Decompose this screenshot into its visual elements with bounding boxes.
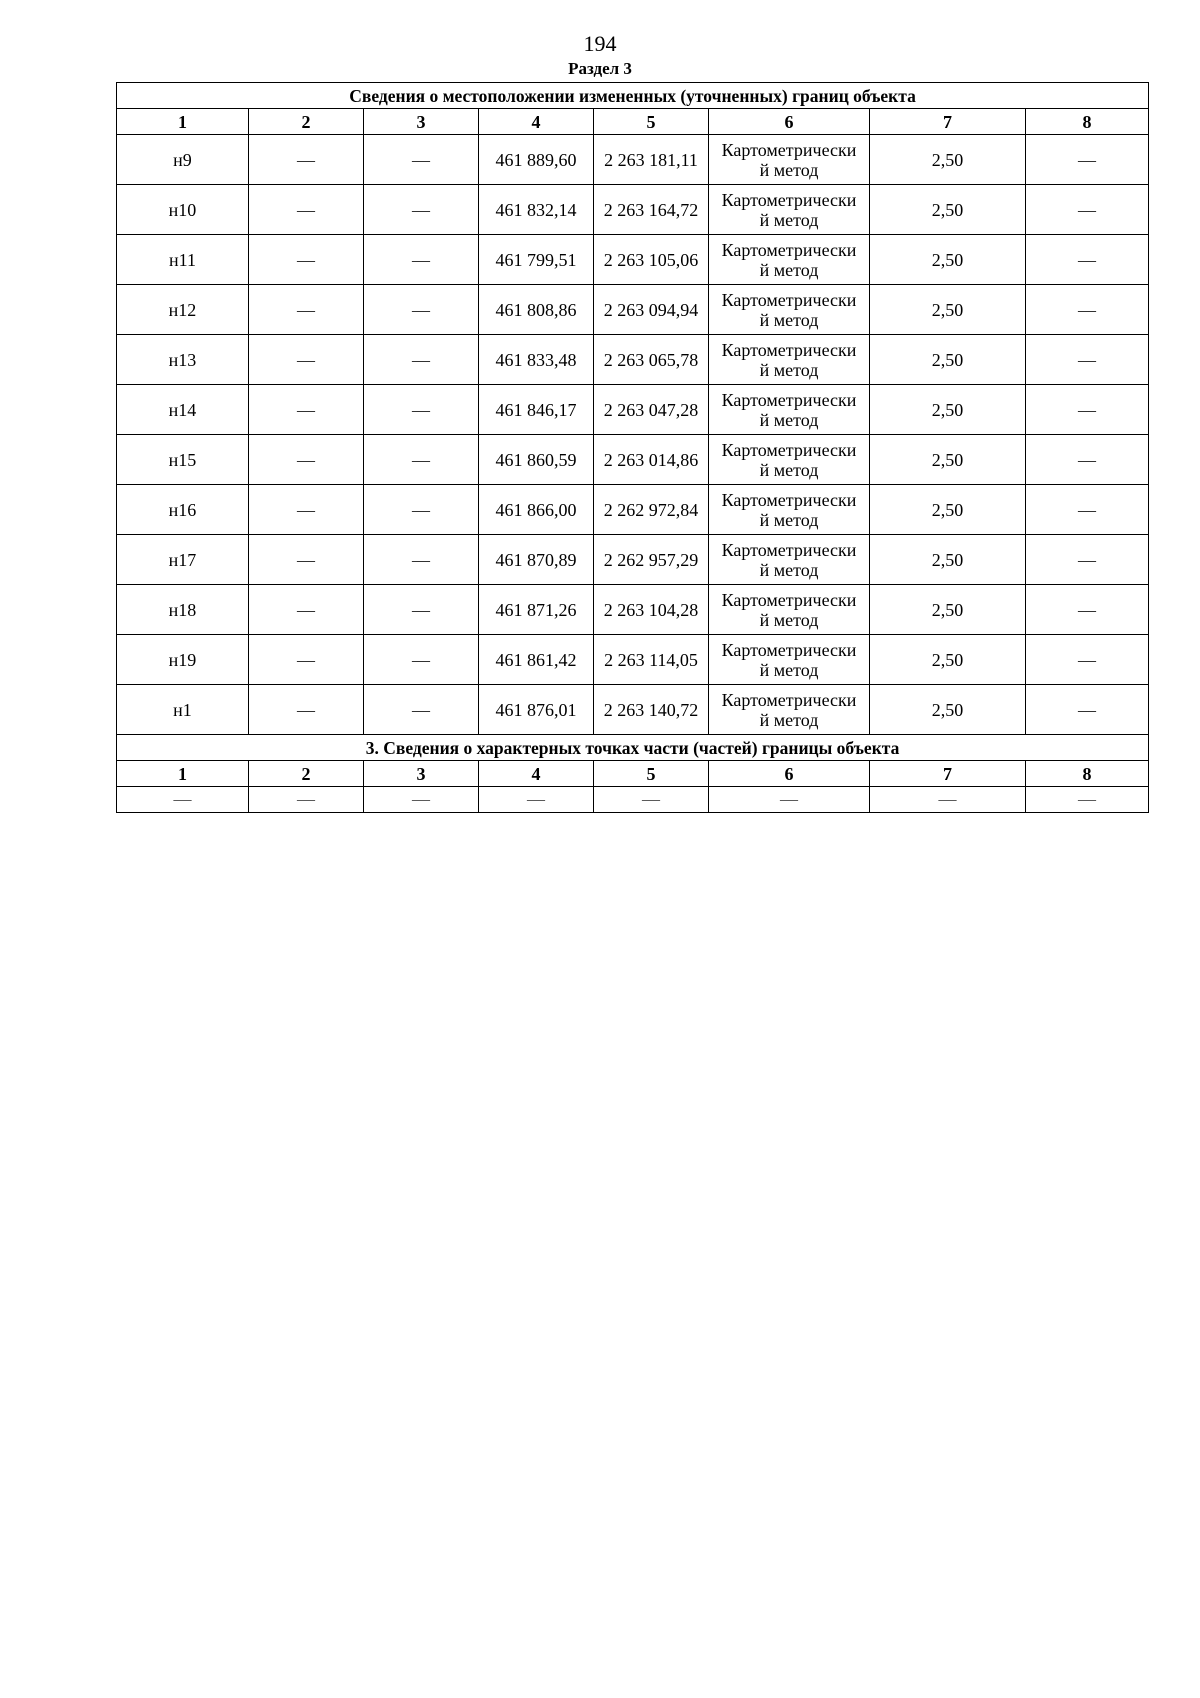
- dash-cell: —: [364, 585, 479, 635]
- y-coordinate-cell: 2 263 114,05: [594, 635, 709, 685]
- dash-cell: —: [249, 385, 364, 435]
- method-line: й метод: [759, 259, 819, 280]
- accuracy-cell: 2,50: [870, 285, 1026, 335]
- point-number-cell: н11: [117, 235, 249, 285]
- table-row: [117, 485, 1149, 535]
- method-line: Картометрически: [721, 189, 857, 210]
- method-line: Картометрически: [721, 589, 857, 610]
- empty-cell: —: [117, 787, 249, 813]
- empty-cell: —: [249, 787, 364, 813]
- method-cell: [709, 185, 870, 235]
- table-row: [117, 535, 1149, 585]
- accuracy-cell: 2,50: [870, 335, 1026, 385]
- point-number-cell: н15: [117, 435, 249, 485]
- x-coordinate-cell: 461 866,00: [479, 485, 594, 535]
- y-coordinate-cell: 2 262 957,29: [594, 535, 709, 585]
- method-line: й метод: [759, 709, 819, 730]
- dash-cell: —: [249, 585, 364, 635]
- empty-cell: —: [364, 787, 479, 813]
- method-cell: [709, 535, 870, 585]
- dash-cell: —: [364, 635, 479, 685]
- parts-column-numbers-row: [117, 761, 1149, 787]
- accuracy-cell: 2,50: [870, 635, 1026, 685]
- column-number: 4: [479, 761, 594, 787]
- method-line: Картометрически: [721, 389, 857, 410]
- x-coordinate-cell: 461 871,26: [479, 585, 594, 635]
- method-cell: [709, 485, 870, 535]
- column-number: 4: [479, 109, 594, 135]
- column-number: 5: [594, 109, 709, 135]
- method-line: й метод: [759, 209, 819, 230]
- method-line: й метод: [759, 509, 819, 530]
- dash-cell: —: [249, 335, 364, 385]
- dash-cell: —: [1026, 535, 1149, 585]
- accuracy-cell: 2,50: [870, 435, 1026, 485]
- point-number-cell: н9: [117, 135, 249, 185]
- boundary-coordinates-table: [116, 82, 1149, 813]
- method-line: й метод: [759, 559, 819, 580]
- method-line: Картометрически: [721, 289, 857, 310]
- dash-cell: —: [1026, 385, 1149, 435]
- y-coordinate-cell: 2 263 094,94: [594, 285, 709, 335]
- table-row: [117, 185, 1149, 235]
- table-title: Сведения о местоположении измененных (уточненных) границ объекта: [117, 83, 1149, 109]
- x-coordinate-cell: 461 860,59: [479, 435, 594, 485]
- accuracy-cell: 2,50: [870, 385, 1026, 435]
- method-line: й метод: [759, 459, 819, 480]
- column-number: 1: [117, 761, 249, 787]
- empty-cell: —: [709, 787, 870, 813]
- x-coordinate-cell: 461 846,17: [479, 385, 594, 435]
- method-cell: [709, 635, 870, 685]
- dash-cell: —: [1026, 135, 1149, 185]
- dash-cell: —: [1026, 635, 1149, 685]
- page-number: 194: [583, 31, 617, 56]
- method-cell: [709, 585, 870, 635]
- method-line: й метод: [759, 409, 819, 430]
- table-row: [117, 135, 1149, 185]
- dash-cell: —: [364, 285, 479, 335]
- method-line: Картометрически: [721, 139, 857, 160]
- y-coordinate-cell: 2 263 140,72: [594, 685, 709, 735]
- section-label: Раздел 3: [568, 59, 632, 78]
- parts-section-title-row: [117, 735, 1149, 761]
- dash-cell: —: [364, 235, 479, 285]
- table-row: [117, 435, 1149, 485]
- dash-cell: —: [1026, 585, 1149, 635]
- empty-cell: —: [479, 787, 594, 813]
- table-row: [117, 335, 1149, 385]
- x-coordinate-cell: 461 799,51: [479, 235, 594, 285]
- point-number-cell: н13: [117, 335, 249, 385]
- method-line: Картометрически: [721, 639, 857, 660]
- dash-cell: —: [1026, 435, 1149, 485]
- dash-cell: —: [364, 335, 479, 385]
- dash-cell: —: [249, 185, 364, 235]
- method-line: й метод: [759, 609, 819, 630]
- parts-section-title: 3. Сведения о характерных точках части (частей) границы объекта: [117, 735, 1149, 761]
- accuracy-cell: 2,50: [870, 685, 1026, 735]
- method-line: й метод: [759, 659, 819, 680]
- accuracy-cell: 2,50: [870, 535, 1026, 585]
- table-row: [117, 585, 1149, 635]
- column-number: 1: [117, 109, 249, 135]
- table-row: [117, 235, 1149, 285]
- empty-cell: —: [594, 787, 709, 813]
- dash-cell: —: [1026, 685, 1149, 735]
- method-cell: [709, 235, 870, 285]
- y-coordinate-cell: 2 263 164,72: [594, 185, 709, 235]
- empty-cell: —: [1026, 787, 1149, 813]
- column-number: 6: [709, 109, 870, 135]
- method-line: Картометрически: [721, 539, 857, 560]
- method-cell: [709, 135, 870, 185]
- dash-cell: —: [364, 685, 479, 735]
- column-number: 3: [364, 109, 479, 135]
- dash-cell: —: [1026, 285, 1149, 335]
- column-number: 6: [709, 761, 870, 787]
- dash-cell: —: [249, 285, 364, 335]
- dash-cell: —: [364, 185, 479, 235]
- method-cell: [709, 335, 870, 385]
- method-cell: [709, 685, 870, 735]
- method-line: й метод: [759, 159, 819, 180]
- table-title-row: [117, 83, 1149, 109]
- column-number: 8: [1026, 761, 1149, 787]
- dash-cell: —: [364, 385, 479, 435]
- column-numbers-row: [117, 109, 1149, 135]
- y-coordinate-cell: 2 263 181,11: [594, 135, 709, 185]
- dash-cell: —: [249, 485, 364, 535]
- accuracy-cell: 2,50: [870, 235, 1026, 285]
- dash-cell: —: [1026, 335, 1149, 385]
- y-coordinate-cell: 2 263 104,28: [594, 585, 709, 635]
- dash-cell: —: [364, 485, 479, 535]
- dash-cell: —: [1026, 235, 1149, 285]
- method-line: Картометрически: [721, 439, 857, 460]
- method-line: Картометрически: [721, 689, 857, 710]
- accuracy-cell: 2,50: [870, 485, 1026, 535]
- dash-cell: —: [249, 685, 364, 735]
- y-coordinate-cell: 2 262 972,84: [594, 485, 709, 535]
- x-coordinate-cell: 461 870,89: [479, 535, 594, 585]
- dash-cell: —: [249, 235, 364, 285]
- column-number: 2: [249, 109, 364, 135]
- dash-cell: —: [249, 135, 364, 185]
- method-line: Картометрически: [721, 239, 857, 260]
- parts-empty-row: [117, 787, 1149, 813]
- y-coordinate-cell: 2 263 047,28: [594, 385, 709, 435]
- dash-cell: —: [364, 435, 479, 485]
- column-number: 7: [870, 109, 1026, 135]
- column-number: 5: [594, 761, 709, 787]
- x-coordinate-cell: 461 808,86: [479, 285, 594, 335]
- x-coordinate-cell: 461 889,60: [479, 135, 594, 185]
- method-cell: [709, 285, 870, 335]
- point-number-cell: н14: [117, 385, 249, 435]
- method-line: й метод: [759, 359, 819, 380]
- point-number-cell: н10: [117, 185, 249, 235]
- dash-cell: —: [249, 635, 364, 685]
- x-coordinate-cell: 461 861,42: [479, 635, 594, 685]
- y-coordinate-cell: 2 263 065,78: [594, 335, 709, 385]
- method-line: Картометрически: [721, 339, 857, 360]
- accuracy-cell: 2,50: [870, 585, 1026, 635]
- point-number-cell: н18: [117, 585, 249, 635]
- point-number-cell: н1: [117, 685, 249, 735]
- table-row: [117, 635, 1149, 685]
- accuracy-cell: 2,50: [870, 135, 1026, 185]
- x-coordinate-cell: 461 876,01: [479, 685, 594, 735]
- dash-cell: —: [249, 535, 364, 585]
- point-number-cell: н16: [117, 485, 249, 535]
- table-row: [117, 385, 1149, 435]
- column-number: 2: [249, 761, 364, 787]
- point-number-cell: н17: [117, 535, 249, 585]
- y-coordinate-cell: 2 263 105,06: [594, 235, 709, 285]
- accuracy-cell: 2,50: [870, 185, 1026, 235]
- dash-cell: —: [364, 135, 479, 185]
- method-cell: [709, 385, 870, 435]
- method-cell: [709, 435, 870, 485]
- table-row: [117, 685, 1149, 735]
- x-coordinate-cell: 461 832,14: [479, 185, 594, 235]
- dash-cell: —: [249, 435, 364, 485]
- method-line: Картометрически: [721, 489, 857, 510]
- method-line: й метод: [759, 309, 819, 330]
- y-coordinate-cell: 2 263 014,86: [594, 435, 709, 485]
- empty-cell: —: [870, 787, 1026, 813]
- point-number-cell: н19: [117, 635, 249, 685]
- dash-cell: —: [1026, 185, 1149, 235]
- column-number: 8: [1026, 109, 1149, 135]
- column-number: 3: [364, 761, 479, 787]
- point-number-cell: н12: [117, 285, 249, 335]
- x-coordinate-cell: 461 833,48: [479, 335, 594, 385]
- column-number: 7: [870, 761, 1026, 787]
- table-row: [117, 285, 1149, 335]
- dash-cell: —: [364, 535, 479, 585]
- dash-cell: —: [1026, 485, 1149, 535]
